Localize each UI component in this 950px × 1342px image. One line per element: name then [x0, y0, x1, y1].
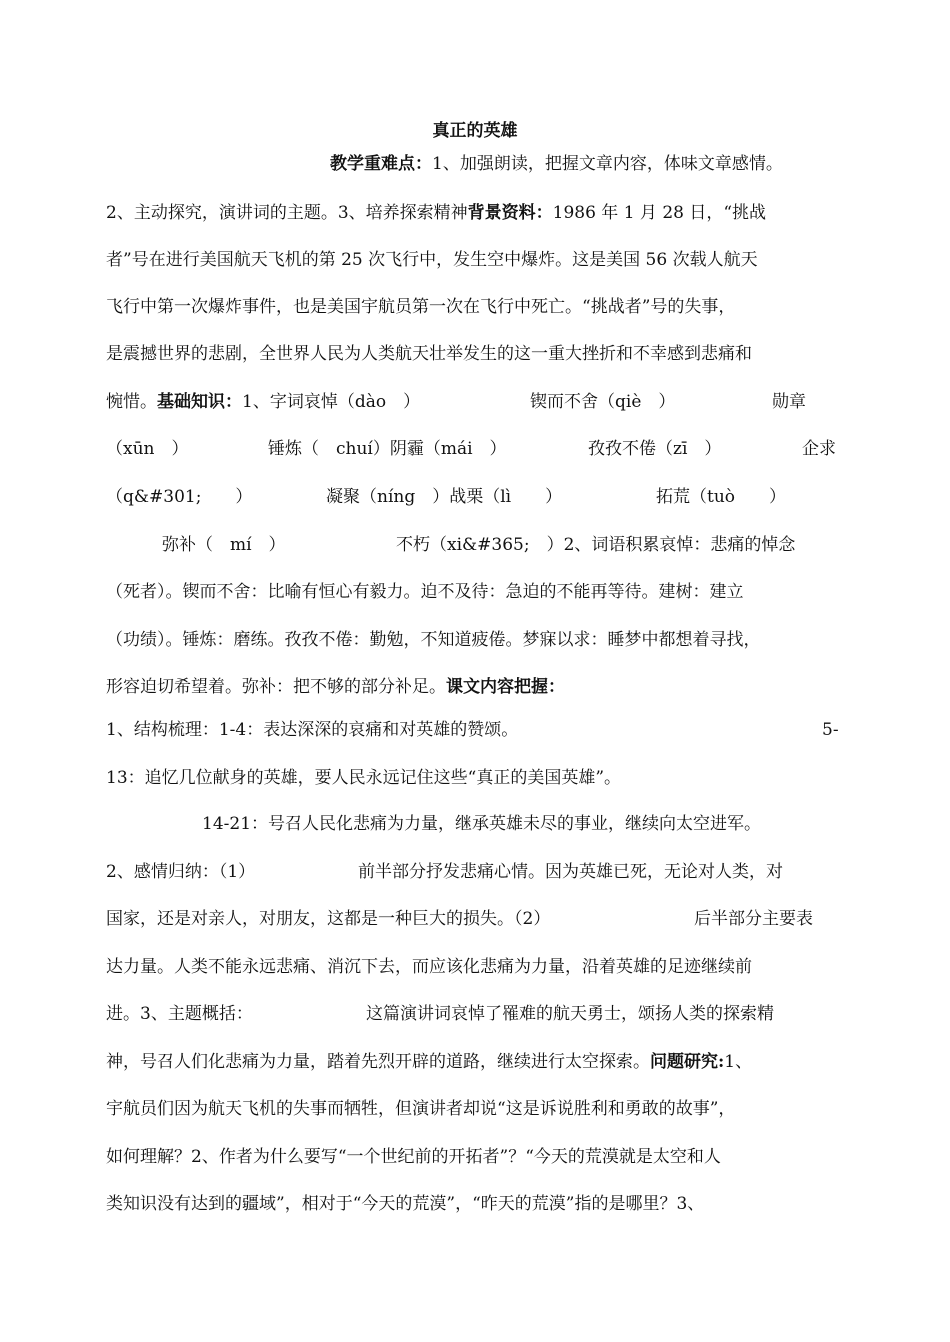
- text-span: 后半部分主要表: [694, 909, 813, 929]
- text-span: 2、主动探究，演讲词的主题。3、培养探索精神: [106, 203, 468, 223]
- text-line: [106, 201, 766, 225]
- text-line: （q&#301; ）: [106, 487, 253, 507]
- text-line: 如何理解？2、作者为什么要写“一个世纪前的开拓者”？“今天的荒漠就是太空和人: [106, 1147, 721, 1167]
- text-span: 锲而不舍（qiè ）: [530, 392, 676, 412]
- text-line: 宇航员们因为航天飞机的失事而牺牲，但演讲者却说“这是诉说胜利和勇敢的故事”，: [106, 1099, 736, 1119]
- section-heading: 背景资料：: [467, 203, 553, 223]
- text-span: 企求: [802, 439, 836, 459]
- text-line: [330, 152, 783, 176]
- text-span: 5-: [822, 720, 839, 740]
- text-line: 类知识没有达到的疆域”，相对于“今天的荒漠”，“昨天的荒漠”指的是哪里？3、: [106, 1194, 705, 1214]
- text-span: 孜孜不倦（zī ）: [588, 439, 722, 459]
- text-line: （xūn ）: [106, 439, 189, 459]
- text-line: （死者）。锲而不舍：比喻有恒心有毅力。迫不及待：急迫的不能再等待。建树：建立: [106, 582, 744, 602]
- text-line: 进。3、主题概括：: [106, 1004, 253, 1024]
- section-heading: 问题研究:: [650, 1052, 725, 1072]
- text-span: 神，号召人们化悲痛为力量，踏着先烈开辟的道路，继续进行太空探索。: [106, 1052, 650, 1072]
- text-line: [106, 390, 420, 414]
- text-line: 是震撼世界的悲剧，全世界人民为人类航天壮举发生的这一重大挫折和不幸感到悲痛和: [106, 344, 752, 364]
- section-heading: 课文内容把握：: [446, 677, 565, 697]
- text-span: 惋惜。: [106, 392, 157, 412]
- text-line: [106, 675, 565, 699]
- text-span: 弥补（ mí ）: [162, 535, 286, 555]
- text-span: 1、字词哀悼（dào ）: [242, 392, 421, 412]
- text-line: 国家，还是对亲人，对朋友，这都是一种巨大的损失。（2）: [106, 909, 551, 929]
- text-line: [106, 1050, 752, 1074]
- text-span: 前半部分抒发悲痛心情。因为英雄已死，无论对人类，对: [358, 862, 783, 882]
- text-span: 14-21：号召人民化悲痛为力量，继承英雄未尽的事业，继续向太空进军。: [202, 814, 762, 834]
- text-span: 凝聚（níng ）战栗（lì ）: [326, 487, 563, 507]
- text-span: 拓荒（tuò ）: [656, 487, 787, 507]
- text-span: 不朽（xi&#365; ）2、词语积累哀悼：悲痛的悼念: [396, 535, 796, 555]
- text-line: 13：追忆几位献身的英雄，要人民永远记住这些“真正的美国英雄”。: [106, 768, 622, 788]
- text-span: 锤炼（ chuí）阴霾（mái ）: [268, 439, 507, 459]
- text-span: 1、加强朗读，把握文章内容，体味文章感情。: [432, 154, 783, 174]
- text-line: 1、结构梳理：1-4：表达深深的哀痛和对英雄的赞颂。: [106, 720, 519, 740]
- text-line: 者”号在进行美国航天飞机的第 25 次飞行中，发生空中爆炸。这是美国 56 次载人航天: [106, 250, 758, 270]
- text-span: 1986 年 1 月 28 日，“挑战: [552, 203, 767, 223]
- document-title: 真正的英雄: [432, 121, 518, 141]
- section-heading: 教学重难点：: [330, 154, 432, 174]
- text-line: 2、感情归纳：（1）: [106, 862, 256, 882]
- text-span: 形容迫切希望着。弥补：把不够的部分补足。: [106, 677, 446, 697]
- text-span: 勋章: [772, 392, 806, 412]
- text-span: 这篇演讲词哀悼了罹难的航天勇士，颂扬人类的探索精: [366, 1004, 774, 1024]
- text-span: 1、: [724, 1052, 753, 1072]
- text-line: 飞行中第一次爆炸事件，也是美国宇航员第一次在飞行中死亡。“挑战者”号的失事，: [106, 297, 736, 317]
- section-heading: 基础知识：: [157, 392, 242, 412]
- text-line: （功绩）。锤炼：磨练。孜孜不倦：勤勉，不知道疲倦。梦寐以求：睡梦中都想着寻找，: [106, 630, 761, 650]
- text-line: 达力量。人类不能永远悲痛、消沉下去，而应该化悲痛为力量，沿着英雄的足迹继续前: [106, 957, 752, 977]
